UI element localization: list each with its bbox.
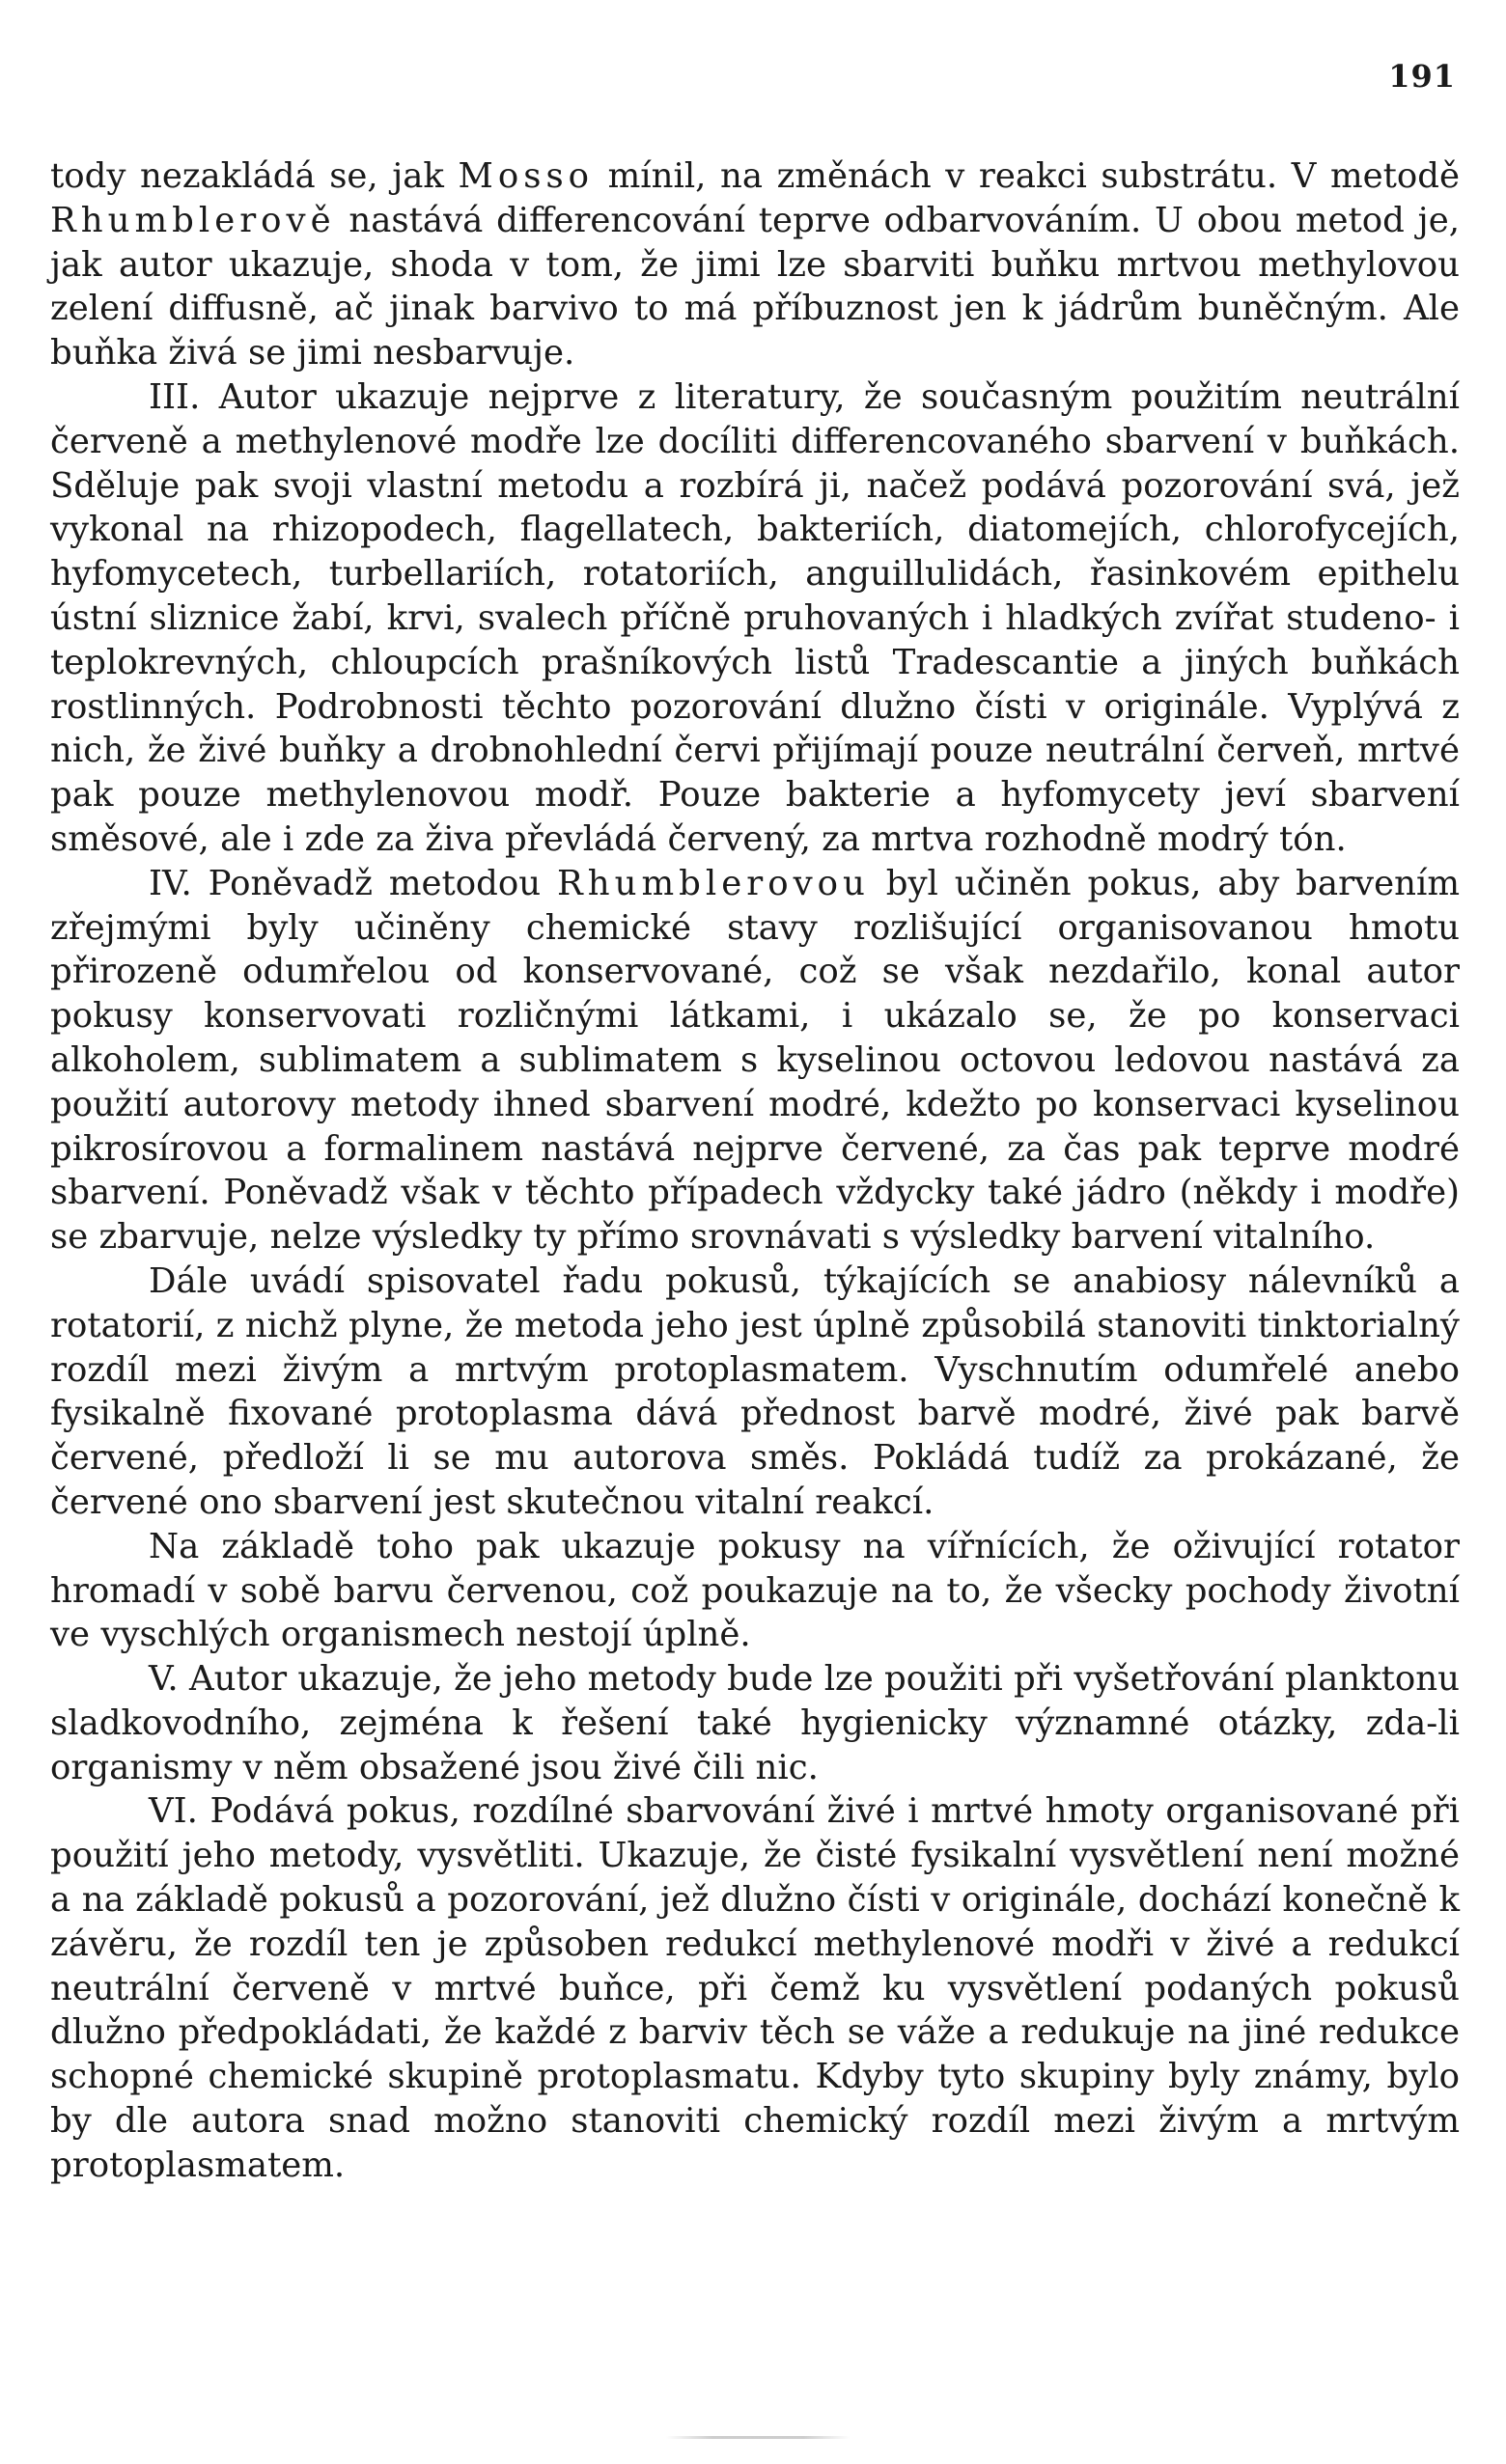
paragraph-section-vi: VI. Podává pokus, rozdílné sbarvování živé i mrtvé hmoty organisované při použití jeho metody, vysvětliti. Ukazuje, že čisté fysikalní vysvětlení není možné a na základě pokusů a pozorování, jež dlužno čísti v originále, dochází konečně k závěru, že rozdíl ten je způsoben redukcí methylenové modři v živé a redukcí neutrální červeně v mrtvé buňce, při čemž ku vysvětlení podaných pokusů dlužno předpokládati, že každé z barviv těch se váže a redukuje na jiné redukce schopné chemické skupině protoplasmatu. Kdyby tyto skupiny byly známy, bylo by dle autora snad možno stanoviti chemický rozdíl mezi živým a mrtvým protoplasmatem.: [50, 1791, 1460, 2185]
method-name-rhumblerovou: Rhumblerovou: [557, 863, 870, 903]
paragraph-rotifers: Na základě toho pak ukazuje pokusy na vířnících, že oživující rotator hromadí v sobě barvu červenou, což poukazuje na to, že všecky pochody životní ve vyschlých organismech nestojí úplně.: [50, 1526, 1460, 1655]
paragraph-iv-text-b: byl učiněn pokus, aby barvením zřejmými byly učiněny chemické stavy rozlišující organisovanou hmotu přirozeně odumřelou od konservované, což se však nezdařilo, konal autor pokusy konservovati rozličnými látkami, i ukázalo se, že po konservaci alkoholem, sublimatem a sublimatem s kyselinou octovou ledovou nastává za použití autorovy metody ihned sbarvení modré, kdežto po konservaci kyselinou pikrosírovou a formalinem nastává nejprve červené, za čas pak teprve modré sbarvení. Poněvadž však v těchto případech vždycky také jádro (někdy i modře) se zbarvuje, nelze výsledky ty přímo srovnávati s výsledky barvení vitalního.: [50, 863, 1460, 1258]
paragraph-section-v: V. Autor ukazuje, že jeho metody bude lze použiti při vyšetřování planktonu sladkovodního, zejména k řešení také hygienicky významné otázky, zda-li organismy v něm obsažené jsou živé čili nic.: [50, 1659, 1460, 1787]
paragraph-1: [50, 154, 1460, 375]
paragraph-1-text-a: tody nezakládá se, jak: [50, 156, 459, 196]
paragraph-anabiosis: Dále uvádí spisovatel řadu pokusů, týkajících se anabiosy nálevníků a rotatorií, z nichž plyne, že metoda jeho jest úplně způsobilá stanoviti tinktorialný rozdíl mezi živým a mrtvým protoplasmatem. Vyschnutím odumřelé anebo fysikalně fixované protoplasma dává přednost barvě modré, živé pak barvě červené, předloží li se mu autorova směs. Pokládá tudíž za prokázané, že červené ono sbarvení jest skutečnou vitalní reakcí.: [50, 1260, 1460, 1522]
paragraph-section-iv: [50, 862, 1460, 1260]
paragraph-1-text-b: mínil, na změnách v reakci substrátu. V metodě: [594, 156, 1460, 196]
author-name-rhumbler: Rhumblerově: [50, 200, 336, 240]
scan-artifact: [666, 2436, 850, 2439]
author-name-mosso: Mosso: [458, 156, 595, 196]
page-number: 191: [1388, 58, 1456, 95]
paragraph-1-text-c: nastává differencování teprve odbarvováním. U obou metod je, jak autor ukazuje, shoda v tom, že jimi lze sbarviti buňku mrtvou methylovou zelení diffusně, ač jinak barvivo to má příbuznost jen k jádrům buněčným. Ale buňka živá se jimi nesbarvuje.: [50, 200, 1460, 374]
paragraph-section-iii: III. Autor ukazuje nejprve z literatury, že současným použitím neutrální červeně a methylenové modře lze docíliti differencovaného sbarvení v buňkách. Sděluje pak svoji vlastní metodu a rozbírá ji, načež podává pozorování svá, jež vykonal na rhizopodech, flagellatech, bakteriích, diatomejích, chlorofycejích, hyfomycetech, turbellariích, rotatoriích, anguillulidách, řasinkovém epithelu ústní sliznice žabí, krvi, svalech příčně pruhovaných i hladkých zvířat studeno- i teplokrevných, chloupcích prašníkových listů Tradescantie a jiných buňkách rostlinných. Podrobnosti těchto pozorování dlužno čísti v originále. Vyplývá z nich, že živé buňky a drobnohlední červi přijímají pouze neutrální červeň, mrtvé pak pouze methylenovou modř. Pouze bakterie a hyfomycety jeví sbarvení směsové, ale i zde za živa převládá červený, za mrtva rozhodně modrý tón.: [50, 376, 1460, 859]
body-text: [50, 154, 1460, 2188]
paragraph-iv-text-a: IV. Poněvadž metodou: [149, 863, 558, 903]
